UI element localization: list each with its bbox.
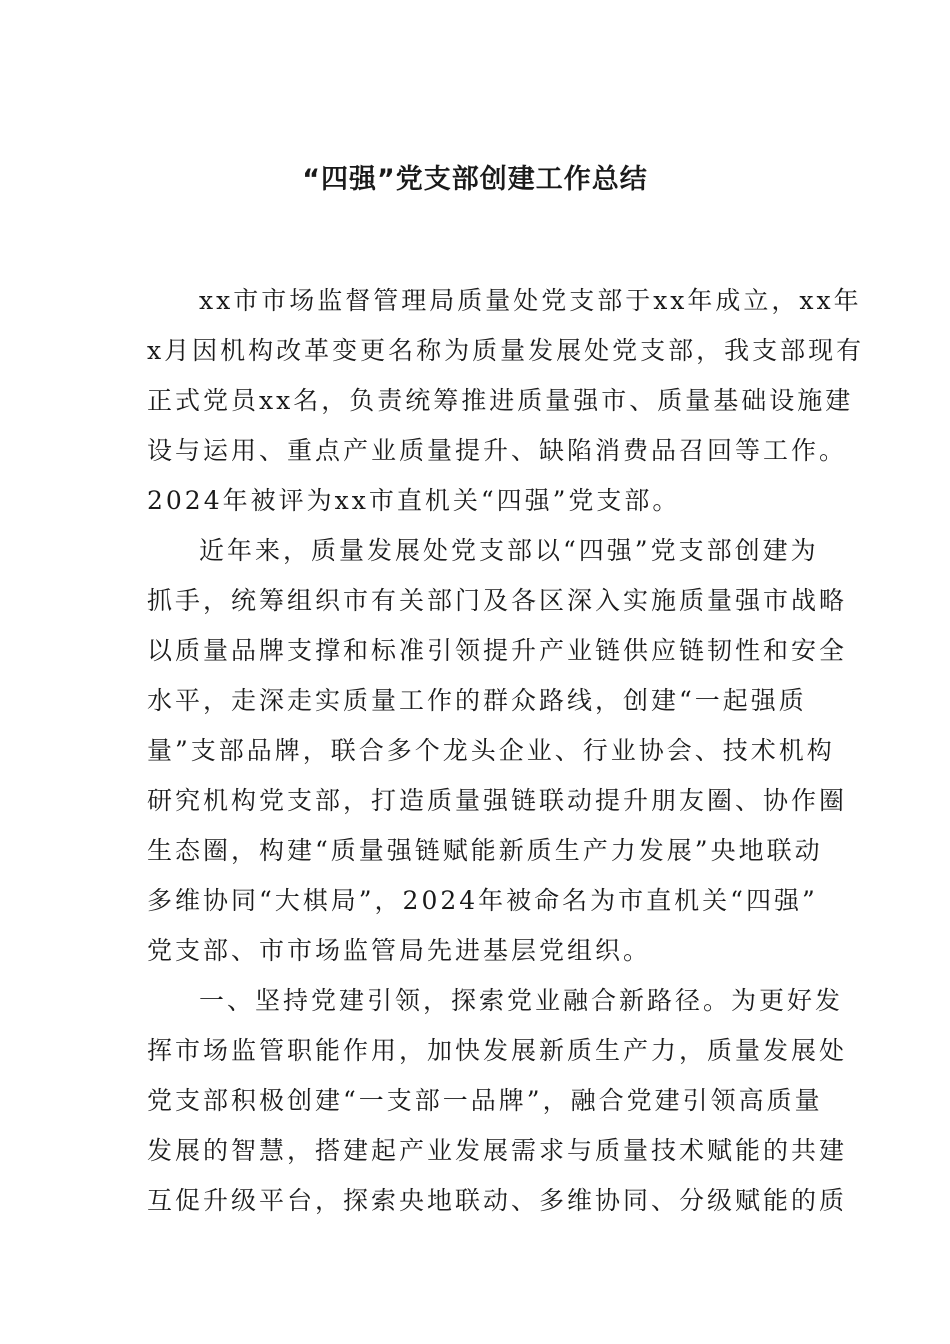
paragraph-1-line-5: 2024年被评为xx市直机关“四强”党支部。 xyxy=(147,486,681,515)
paragraph-2-line-5: 量”支部品牌，联合多个龙头企业、行业协会、技术机构 xyxy=(147,736,835,765)
paragraph-2-line-4: 水平，走深走实质量工作的群众路线，创建“一起强质 xyxy=(147,686,807,715)
paragraph-2-line-2: 抓手，统筹组织市有关部门及各区深入实施质量强市战略 xyxy=(147,586,848,615)
paragraph-3-line-2: 挥市场监管职能作用，加快发展新质生产力，质量发展处 xyxy=(147,1036,848,1065)
paragraph-3-line-1: 一、坚持党建引领，探索党业融合新路径。为更好发 xyxy=(199,986,844,1015)
paragraph-2-line-1: 近年来，质量发展处党支部以“四强”党支部创建为 xyxy=(199,536,819,565)
paragraph-2-line-3: 以质量品牌支撑和标准引领提升产业链供应链韧性和安全 xyxy=(147,636,848,665)
paragraph-1-line-4: 设与运用、重点产业质量提升、缺陷消费品召回等工作。 xyxy=(147,436,848,465)
paragraph-2-line-8: 多维协同“大棋局”，2024年被命名为市直机关“四强” xyxy=(147,886,818,915)
paragraph-1-line-2: x月因机构改革变更名称为质量发展处党支部，我支部现有 xyxy=(147,336,865,365)
paragraph-2-line-9: 党支部、市市场监管局先进基层党组织。 xyxy=(147,936,652,965)
paragraph-2-line-6: 研究机构党支部，打造质量强链联动提升朋友圈、协作圈 xyxy=(147,786,848,815)
document-title: “四强”党支部创建工作总结 xyxy=(302,164,648,195)
paragraph-1-line-1: xx市市场监督管理局质量处党支部于xx年成立，xx年 xyxy=(199,286,862,315)
document-body xyxy=(147,276,865,1226)
paragraph-1-line-3: 正式党员xx名，负责统筹推进质量强市、质量基础设施建 xyxy=(147,386,854,415)
paragraph-3-line-3: 党支部积极创建“一支部一品牌”，融合党建引领高质量 xyxy=(147,1086,823,1115)
paragraph-3-line-5: 互促升级平台，探索央地联动、多维协同、分级赋能的质 xyxy=(147,1186,848,1215)
paragraph-3-line-4: 发展的智慧，搭建起产业发展需求与质量技术赋能的共建 xyxy=(147,1136,848,1165)
paragraph-2-line-7: 生态圈，构建“质量强链赋能新质生产力发展”央地联动 xyxy=(147,836,823,865)
